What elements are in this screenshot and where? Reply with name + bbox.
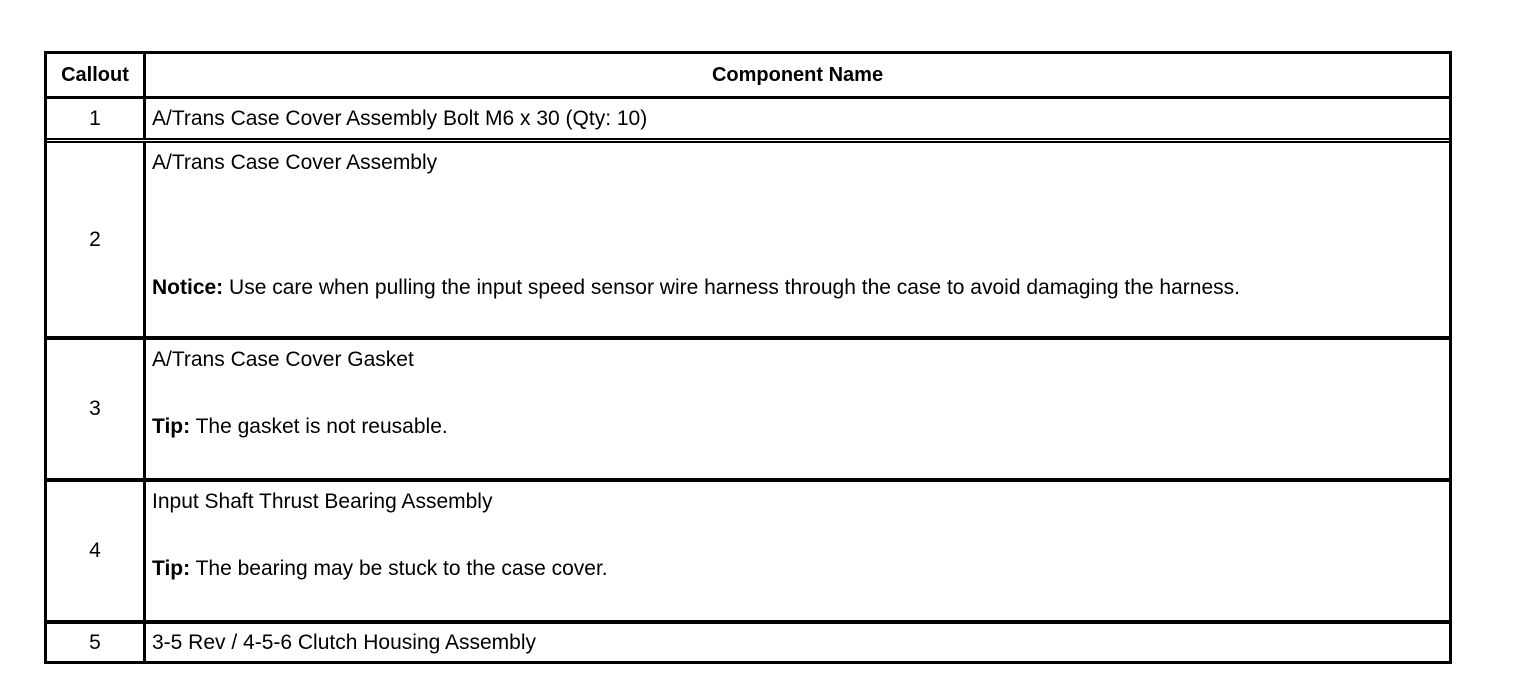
table-row — [47, 138, 1449, 336]
notice-note — [152, 276, 1240, 300]
component-name: A/Trans Case Cover Assembly Bolt M6 x 30 (Qty: 10) — [152, 106, 648, 130]
tip-note — [152, 557, 608, 581]
callout-cell: 4 — [89, 539, 101, 562]
callout-cell: 3 — [89, 397, 101, 420]
component-name: A/Trans Case Cover Assembly — [152, 151, 438, 174]
callout-cell: 2 — [89, 227, 101, 251]
component-name-cell — [143, 340, 1449, 478]
callout-cell: 1 — [89, 106, 101, 130]
tip-label: Tip: — [152, 557, 191, 580]
component-name-cell — [143, 624, 1449, 661]
tip-label: Tip: — [152, 415, 191, 438]
tip-text: The bearing may be stuck to the case cover. — [190, 557, 608, 580]
component-name: A/Trans Case Cover Gasket — [152, 348, 414, 371]
component-name-cell — [143, 482, 1449, 620]
notice-label: Notice: — [152, 276, 224, 299]
component-name: 3-5 Rev / 4-5-6 Clutch Housing Assembly — [152, 630, 536, 654]
table-row — [47, 478, 1449, 620]
tip-note — [152, 415, 448, 439]
table-row — [47, 96, 1449, 138]
component-name-cell — [143, 143, 1449, 336]
header-component-name: Component Name — [143, 54, 1449, 96]
component-name: Input Shaft Thrust Bearing Assembly — [152, 490, 493, 513]
table-header-row — [47, 54, 1449, 96]
component-name-cell — [143, 99, 1449, 138]
table-row — [47, 336, 1449, 478]
component-table — [44, 51, 1452, 664]
notice-text: Use care when pulling the input speed sensor wire harness through the case to avoid damaging the harness. — [223, 276, 1240, 299]
tip-text: The gasket is not reusable. — [190, 415, 448, 438]
table-row — [47, 620, 1449, 661]
header-callout: Callout — [61, 63, 129, 86]
callout-cell: 5 — [89, 630, 101, 654]
